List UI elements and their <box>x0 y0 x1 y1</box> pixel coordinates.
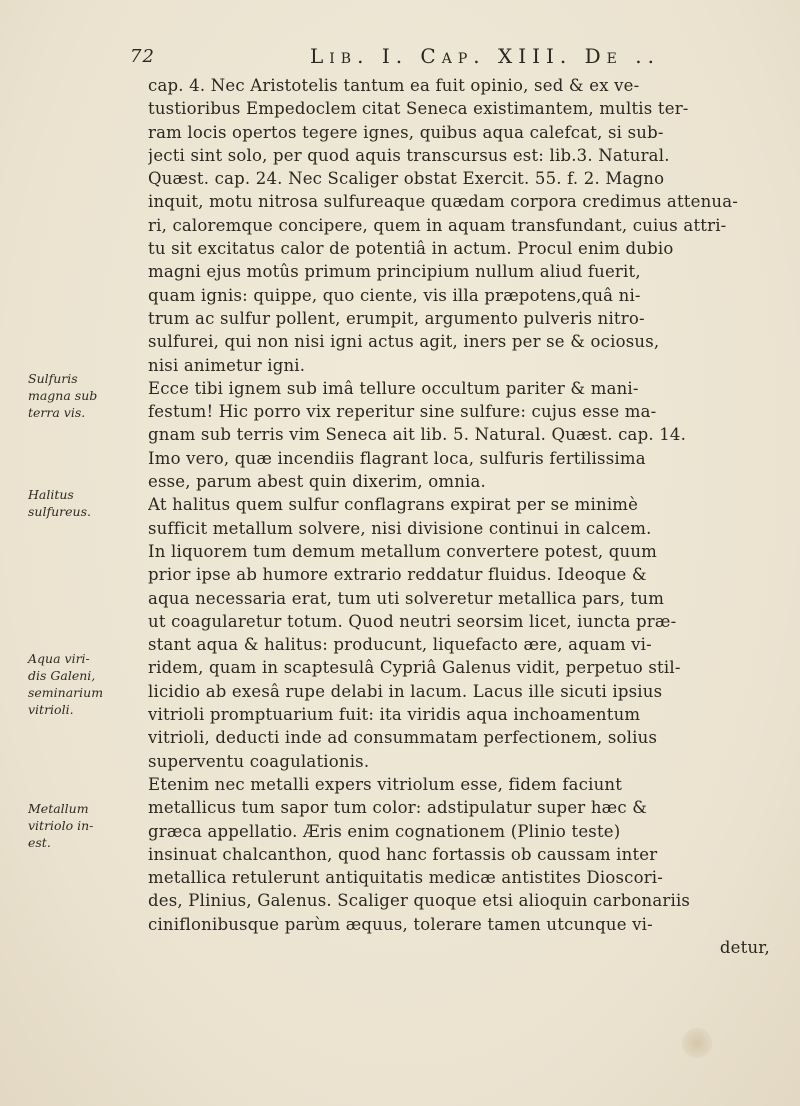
text-line: stant aqua & halitus: producunt, liquefacto ære, aquam vi- <box>148 635 652 655</box>
text-line: des, Plinius, Galenus. Scaliger quoque etsi alioquin carbonariis <box>148 891 691 911</box>
text-line: insinuat chalcanthon, quod hanc fortassis ob caussam inter <box>148 844 658 864</box>
text-line: ut coagularetur totum. Quod neutri seorsim licet, iuncta præ- <box>148 611 677 631</box>
text-line: licidio ab exesâ rupe delabi in lacum. Lacus ille sicuti ipsius <box>148 681 663 701</box>
text-line: quam ignis: quippe, quo ciente, vis illa præpotens,quâ ni- <box>148 285 641 305</box>
catchword: detur, <box>719 937 770 957</box>
text-line: festum! Hic porro vix reperitur sine sulfure: cujus esse ma- <box>148 402 657 422</box>
text-line: Quæst. cap. 24. Nec Scaliger obstat Exercit. 55. f. 2. Magno <box>148 169 665 189</box>
running-head <box>130 44 690 70</box>
text-line: esse, parum abest quin dixerim, omnia. <box>148 472 486 492</box>
text-line: gnam sub terris vim Seneca ait lib. 5. Natural. Quæst. cap. 14. <box>148 425 687 445</box>
text-line: ridem, quam in scaptesulâ Cypriâ Galenus vidit, perpetuo stil- <box>148 658 681 678</box>
text-line: In liquorem tum demum metallum convertere potest, quum <box>148 541 658 561</box>
text-line: magni ejus motûs primum principium nullum aliud fuerit, <box>148 262 641 282</box>
text-line: nisi animetur igni. <box>148 355 306 375</box>
marginal-note-halitus: Halitus sulfureus. <box>28 487 91 519</box>
text-line: sufficit metallum solvere, nisi divisione continui in calcem. <box>148 518 652 538</box>
body-text <box>148 74 774 959</box>
text-line: aqua necessaria erat, tum uti solveretur metallica pars, tum <box>148 588 665 608</box>
text-line: sulfurei, qui non nisi igni actus agit, iners per se & ociosus, <box>148 332 660 352</box>
text-line: Etenim nec metalli expers vitriolum esse, fidem faciunt <box>148 774 623 794</box>
text-line: ram locis opertos tegere ignes, quibus aqua calefcat, si sub- <box>148 122 664 142</box>
text-line: tu sit excitatus calor de potentiâ in actum. Procul enim dubio <box>148 239 674 259</box>
text-line: ri, caloremque concipere, quem in aquam transfundant, cuius attri- <box>148 215 727 235</box>
text-line: metallicus tum sapor tum color: adstipulatur super hæc & <box>148 798 648 818</box>
text-line: vitrioli, deducti inde ad consummatam perfectionem, solius <box>148 728 658 748</box>
text-line: superventu coagulationis. <box>148 751 370 771</box>
chapter-heading: Lib. I. Cap. XIII. De .. <box>310 44 660 68</box>
page-number: 72 <box>130 46 155 67</box>
text-line: cap. 4. Nec Aristotelis tantum ea fuit opinio, sed & ex ve- <box>148 76 640 95</box>
text-line: Imo vero, quæ incendiis flagrant loca, sulfuris fertilissima <box>148 448 646 468</box>
marginal-note-sulfur: Sulfuris magna sub terra vis. <box>28 371 98 420</box>
text-line: At halitus quem sulfur conflagrans expirat per se minimè <box>148 495 639 515</box>
text-line: jecti sint solo, per quod aquis transcursus est: lib.3. Natural. <box>148 145 670 165</box>
text-line: vitrioli promptuarium fuit: ita viridis aqua inchoamentum <box>148 705 641 725</box>
text-line: metallica retulerunt antiquitatis medicæ antistites Dioscori- <box>148 868 664 888</box>
text-line: Ecce tibi ignem sub imâ tellure occultum pariter & mani- <box>148 378 639 398</box>
text-line: tustioribus Empedoclem citat Seneca existimantem, multis ter- <box>148 99 689 119</box>
text-line: inquit, motu nitrosa sulfureaque quædam corpora credimus attenua- <box>148 192 739 212</box>
marginal-note-aqua-viridis: Aqua viri- dis Galeni, seminarium vitrioli. <box>28 651 104 717</box>
marginal-note-metallum: Metallum vitriolo in- est. <box>28 801 94 850</box>
text-line: trum ac sulfur pollent, erumpit, argumento pulveris nitro- <box>148 308 645 328</box>
paper-stain <box>682 1028 712 1058</box>
text-line: prior ipse ab humore extrario reddatur fluidus. Ideoque & <box>148 565 647 585</box>
text-line: ciniflonibusque parùm æquus, tolerare tamen utcunque vi- <box>148 914 653 934</box>
text-line: græca appellatio. Æris enim cognationem (Plinio teste) <box>148 821 621 841</box>
